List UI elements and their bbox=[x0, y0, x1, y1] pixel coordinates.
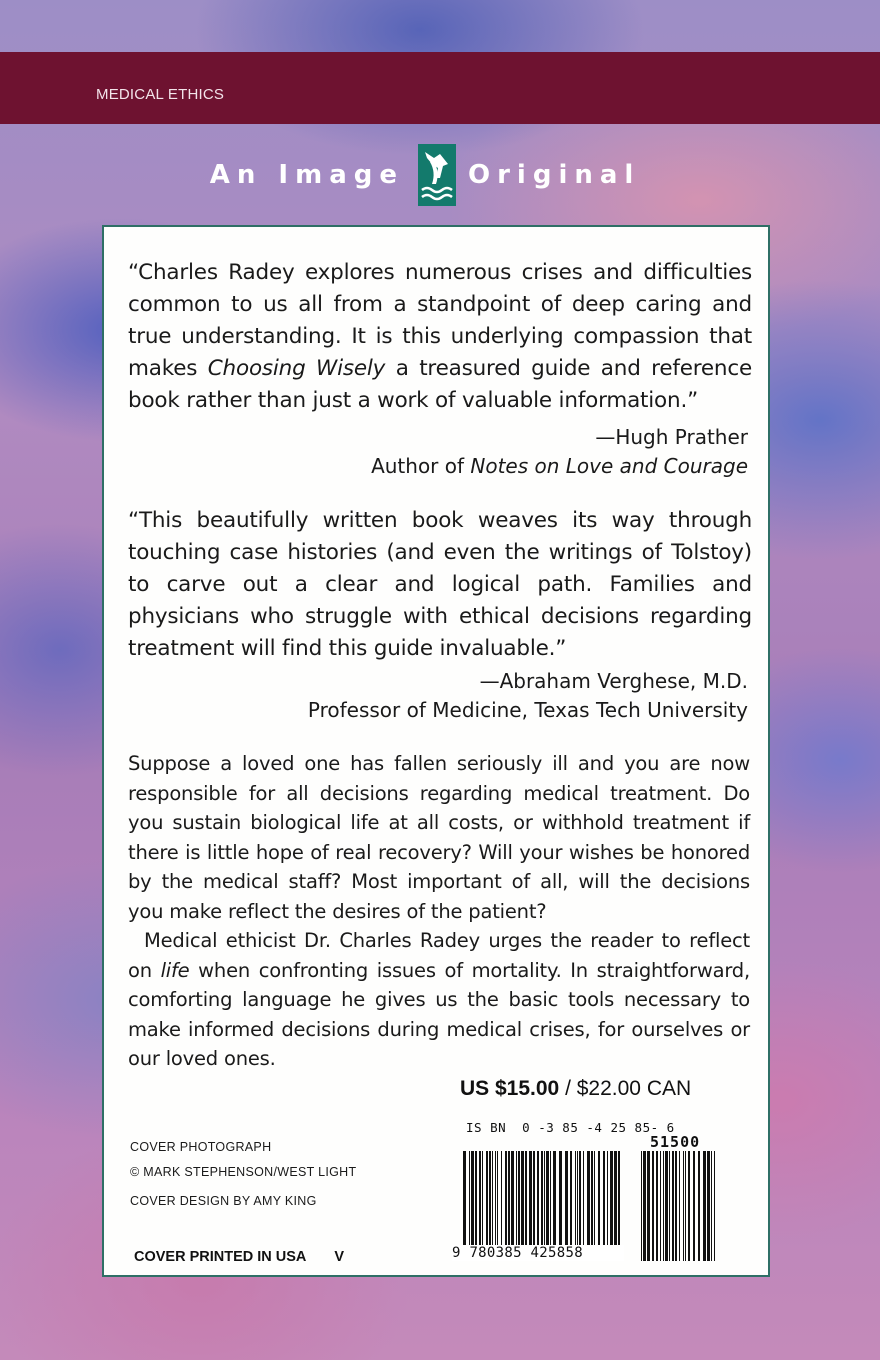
barcode-bar bbox=[663, 1151, 664, 1261]
cover-credits bbox=[130, 1135, 356, 1214]
barcode-bar bbox=[672, 1151, 674, 1261]
attribution-2-credit: Professor of Medicine, Texas Tech University bbox=[307, 698, 748, 722]
description-paragraph-2 bbox=[128, 926, 750, 1074]
barcode-bar bbox=[665, 1151, 668, 1261]
barcode-bar bbox=[647, 1151, 650, 1261]
design-credit: COVER DESIGN BY AMY KING bbox=[130, 1194, 317, 1208]
barcode-bar bbox=[698, 1151, 700, 1261]
barcode-bar bbox=[685, 1151, 686, 1261]
description-p2-b: when confronting issues of mortality. In straightforward, comforting language he gives us the basic tools necessary to make informed decisions during medical crises, for ourselves or our loved ones. bbox=[128, 958, 750, 1070]
barcode-bar bbox=[641, 1151, 642, 1261]
attribution-1-author: —Hugh Prather bbox=[595, 425, 748, 449]
ean-digits: 9 780385 425858 bbox=[452, 1245, 624, 1261]
barcode-bar bbox=[711, 1151, 712, 1261]
barcode-bar bbox=[707, 1151, 710, 1261]
endorsement-quote-1 bbox=[128, 257, 752, 417]
endorsement-attribution-2 bbox=[308, 667, 748, 725]
barcode-bar bbox=[656, 1151, 658, 1261]
printed-in-usa bbox=[134, 1249, 344, 1265]
isbn-number: IS BN 0 -3 85 -4 25 85- 6 bbox=[466, 1120, 675, 1135]
addon-barcode-icon bbox=[640, 1151, 718, 1261]
barcode-bar bbox=[714, 1151, 715, 1261]
image-books-logo-icon bbox=[418, 144, 456, 206]
endorsement-attribution-1 bbox=[371, 423, 748, 481]
imprint-text-right: Original bbox=[468, 160, 641, 190]
barcode-bar bbox=[679, 1151, 680, 1261]
price-can: / $22.00 CAN bbox=[559, 1077, 692, 1100]
attribution-2-author: —Abraham Verghese, M.D. bbox=[479, 669, 748, 693]
printed-code: V bbox=[334, 1249, 345, 1265]
back-cover-panel bbox=[102, 225, 770, 1277]
barcode-bar bbox=[703, 1151, 706, 1261]
printed-label: COVER PRINTED IN USA bbox=[134, 1249, 307, 1265]
barcode-bar bbox=[683, 1151, 684, 1261]
quote-1-text-a: “Charles Radey explores numerous crises and difficulties common to us all from a standpoint of deep caring and true understanding. It is this underlying compassion that makes bbox=[128, 260, 752, 381]
imprint-text-left: An Image bbox=[209, 160, 404, 190]
credit-1-prefix: Author of bbox=[371, 454, 471, 478]
book-description bbox=[128, 749, 750, 1074]
barcode-bar bbox=[652, 1151, 654, 1261]
barcode-bar bbox=[693, 1151, 695, 1261]
attribution-1-credit bbox=[371, 452, 748, 481]
barcode-bar bbox=[669, 1151, 670, 1261]
description-p2-a: Medical ethicist Dr. Charles Radey urges the reader to reflect on bbox=[128, 929, 750, 982]
barcode-bar bbox=[675, 1151, 677, 1261]
photo-credit-line-1: COVER PHOTOGRAPH bbox=[130, 1140, 272, 1154]
credit-1-title: Notes on Love and Courage bbox=[470, 454, 748, 478]
barcode-bar bbox=[688, 1151, 690, 1261]
quote-1-text-b: a treasured guide and reference book rather than just a work of valuable information.” bbox=[128, 356, 753, 413]
price bbox=[460, 1077, 691, 1101]
barcode-bar bbox=[643, 1151, 646, 1261]
book-title-italic: Choosing Wisely bbox=[207, 356, 386, 381]
category-band bbox=[0, 52, 880, 124]
price-us: US $15.00 bbox=[460, 1077, 560, 1100]
description-p2-italic: life bbox=[160, 958, 190, 982]
endorsement-quote-2: “This beautifully written book weaves its way through touching case histories (and even the writings of Tolstoy) to carve out a clear and logical path. Families and physicians who struggle with ethical decisions regarding treatment will find this guide invaluable.” bbox=[128, 508, 752, 661]
photo-credit-line-2: © MARK STEPHENSON/WEST LIGHT bbox=[130, 1165, 357, 1179]
imprint-banner bbox=[0, 142, 880, 208]
price-addon-digits: 51500 bbox=[650, 1133, 701, 1151]
description-paragraph-1: Suppose a loved one has fallen seriously ill and you are now responsible for all decisions regarding medical treatment. Do you sustain biological life at all costs, or withhold treatment if there is little hope of real recovery? Will your wishes be honored by the medical staff? Most important of all, will the decisions you make reflect the desires of the patient? bbox=[128, 752, 750, 923]
category-label: MEDICAL ETHICS bbox=[96, 86, 225, 103]
barcode-bar bbox=[660, 1151, 661, 1261]
